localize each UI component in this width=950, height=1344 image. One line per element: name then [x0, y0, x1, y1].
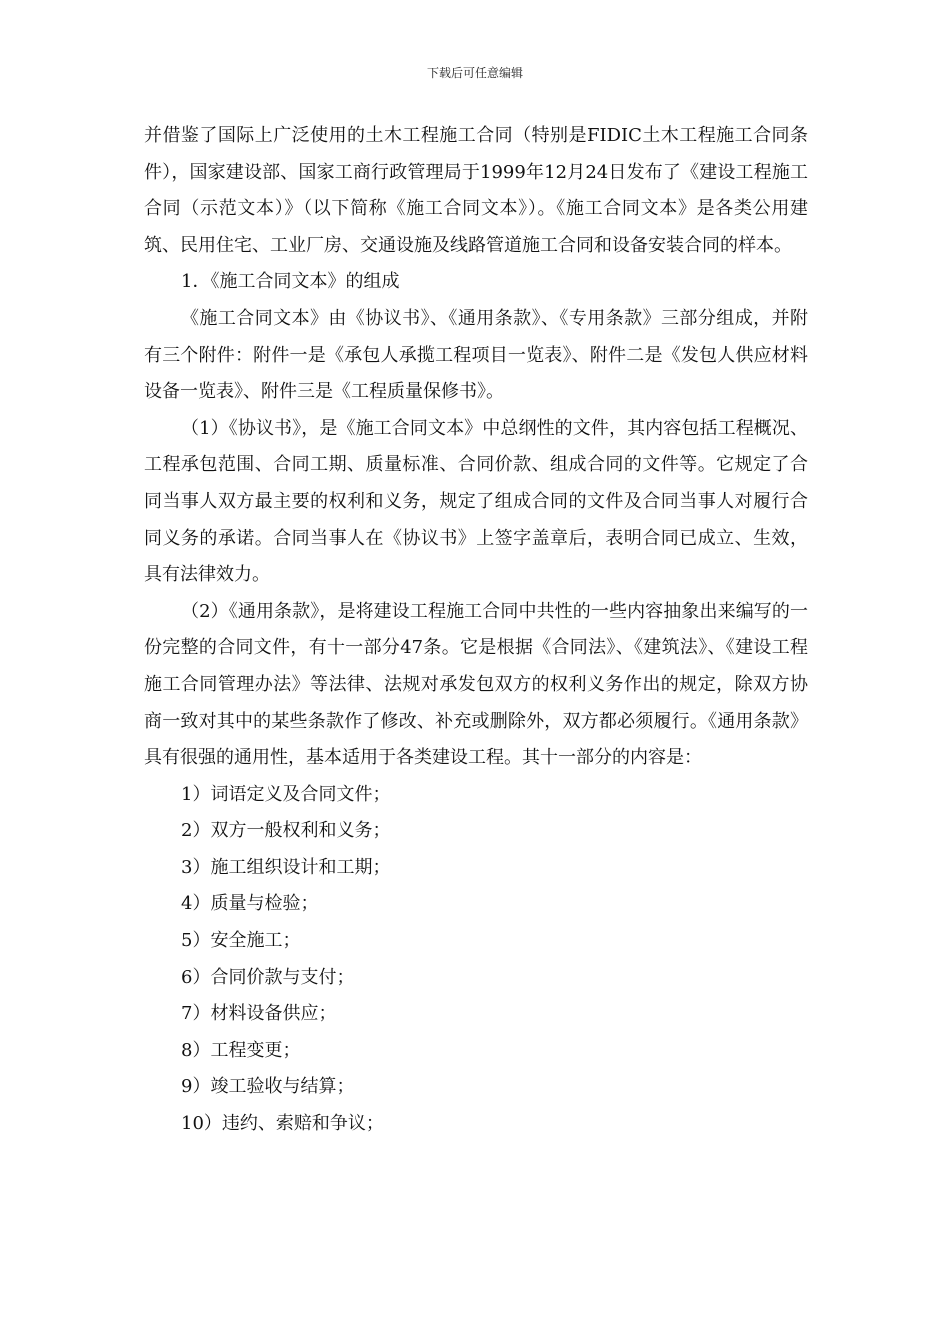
list-item: 8）工程变更； — [181, 1039, 301, 1061]
list-item: 9）竣工验收与结算； — [181, 1076, 355, 1098]
list-item: 5）安全施工； — [181, 930, 301, 952]
general-terms-list — [144, 777, 808, 1143]
list-item: 3）施工组织设计和工期； — [181, 856, 391, 878]
composition-paragraph: 《施工合同文本》由《协议书》、《通用条款》、《专用条款》三部分组成，并附有三个附件：附件一是《承包人承揽工程项目一览表》、附件二是《发包人供应材料设备一览表》、附件三是《工程质量保修书》。 — [144, 307, 808, 403]
list-item: 4）质量与检验； — [181, 893, 319, 915]
list-item: 6）合同价款与支付； — [181, 966, 355, 988]
list-item: 1）词语定义及合同文件； — [181, 783, 391, 805]
section-heading: 1．《施工合同文本》的组成 — [181, 271, 400, 293]
list-item: 7）材料设备供应； — [181, 1003, 337, 1025]
list-item: 10）违约、索赔和争议； — [181, 1113, 384, 1135]
document-body — [144, 118, 808, 1143]
page-header: 下载后可任意编辑 — [426, 66, 523, 80]
agreement-paragraph: （1）《协议书》，是《施工合同文本》中总纲性的文件，其内容包括工程概况、工程承包范围、合同工期、质量标准、合同价款、组成合同的文件等。它规定了合同当事人双方最主要的权利和义务，规定了组成合同的文件及合同当事人对履行合同义务的承诺。合同当事人在《协议书》上签字盖章后，表明合同已成立、生效，具有法律效力。 — [144, 417, 808, 586]
general-terms-paragraph: （2）《通用条款》，是将建设工程施工合同中共性的一些内容抽象出来编写的一份完整的合同文件，有十一部分47条。它是根据《合同法》、《建筑法》、《建设工程施工合同管理办法》等法律、法规对承发包双方的权利义务作出的规定，除双方协商一致对其中的某些条款作了修改、补充或删除外，双方都必须履行。《通用条款》具有很强的通用性，基本适用于各类建设工程。其十一部分的内容是： — [144, 600, 808, 769]
intro-paragraph: 并借鉴了国际上广泛使用的土木工程施工合同（特别是FIDIC土木工程施工合同条件），国家建设部、国家工商行政管理局于1999年12月24日发布了《建设工程施工合同（示范文本）》（以下简称《施工合同文本》）。《施工合同文本》是各类公用建筑、民用住宅、工业厂房、交通设施及线路管道施工合同和设备安装合同的样本。 — [144, 125, 808, 256]
list-item: 2）双方一般权利和义务； — [181, 820, 391, 842]
